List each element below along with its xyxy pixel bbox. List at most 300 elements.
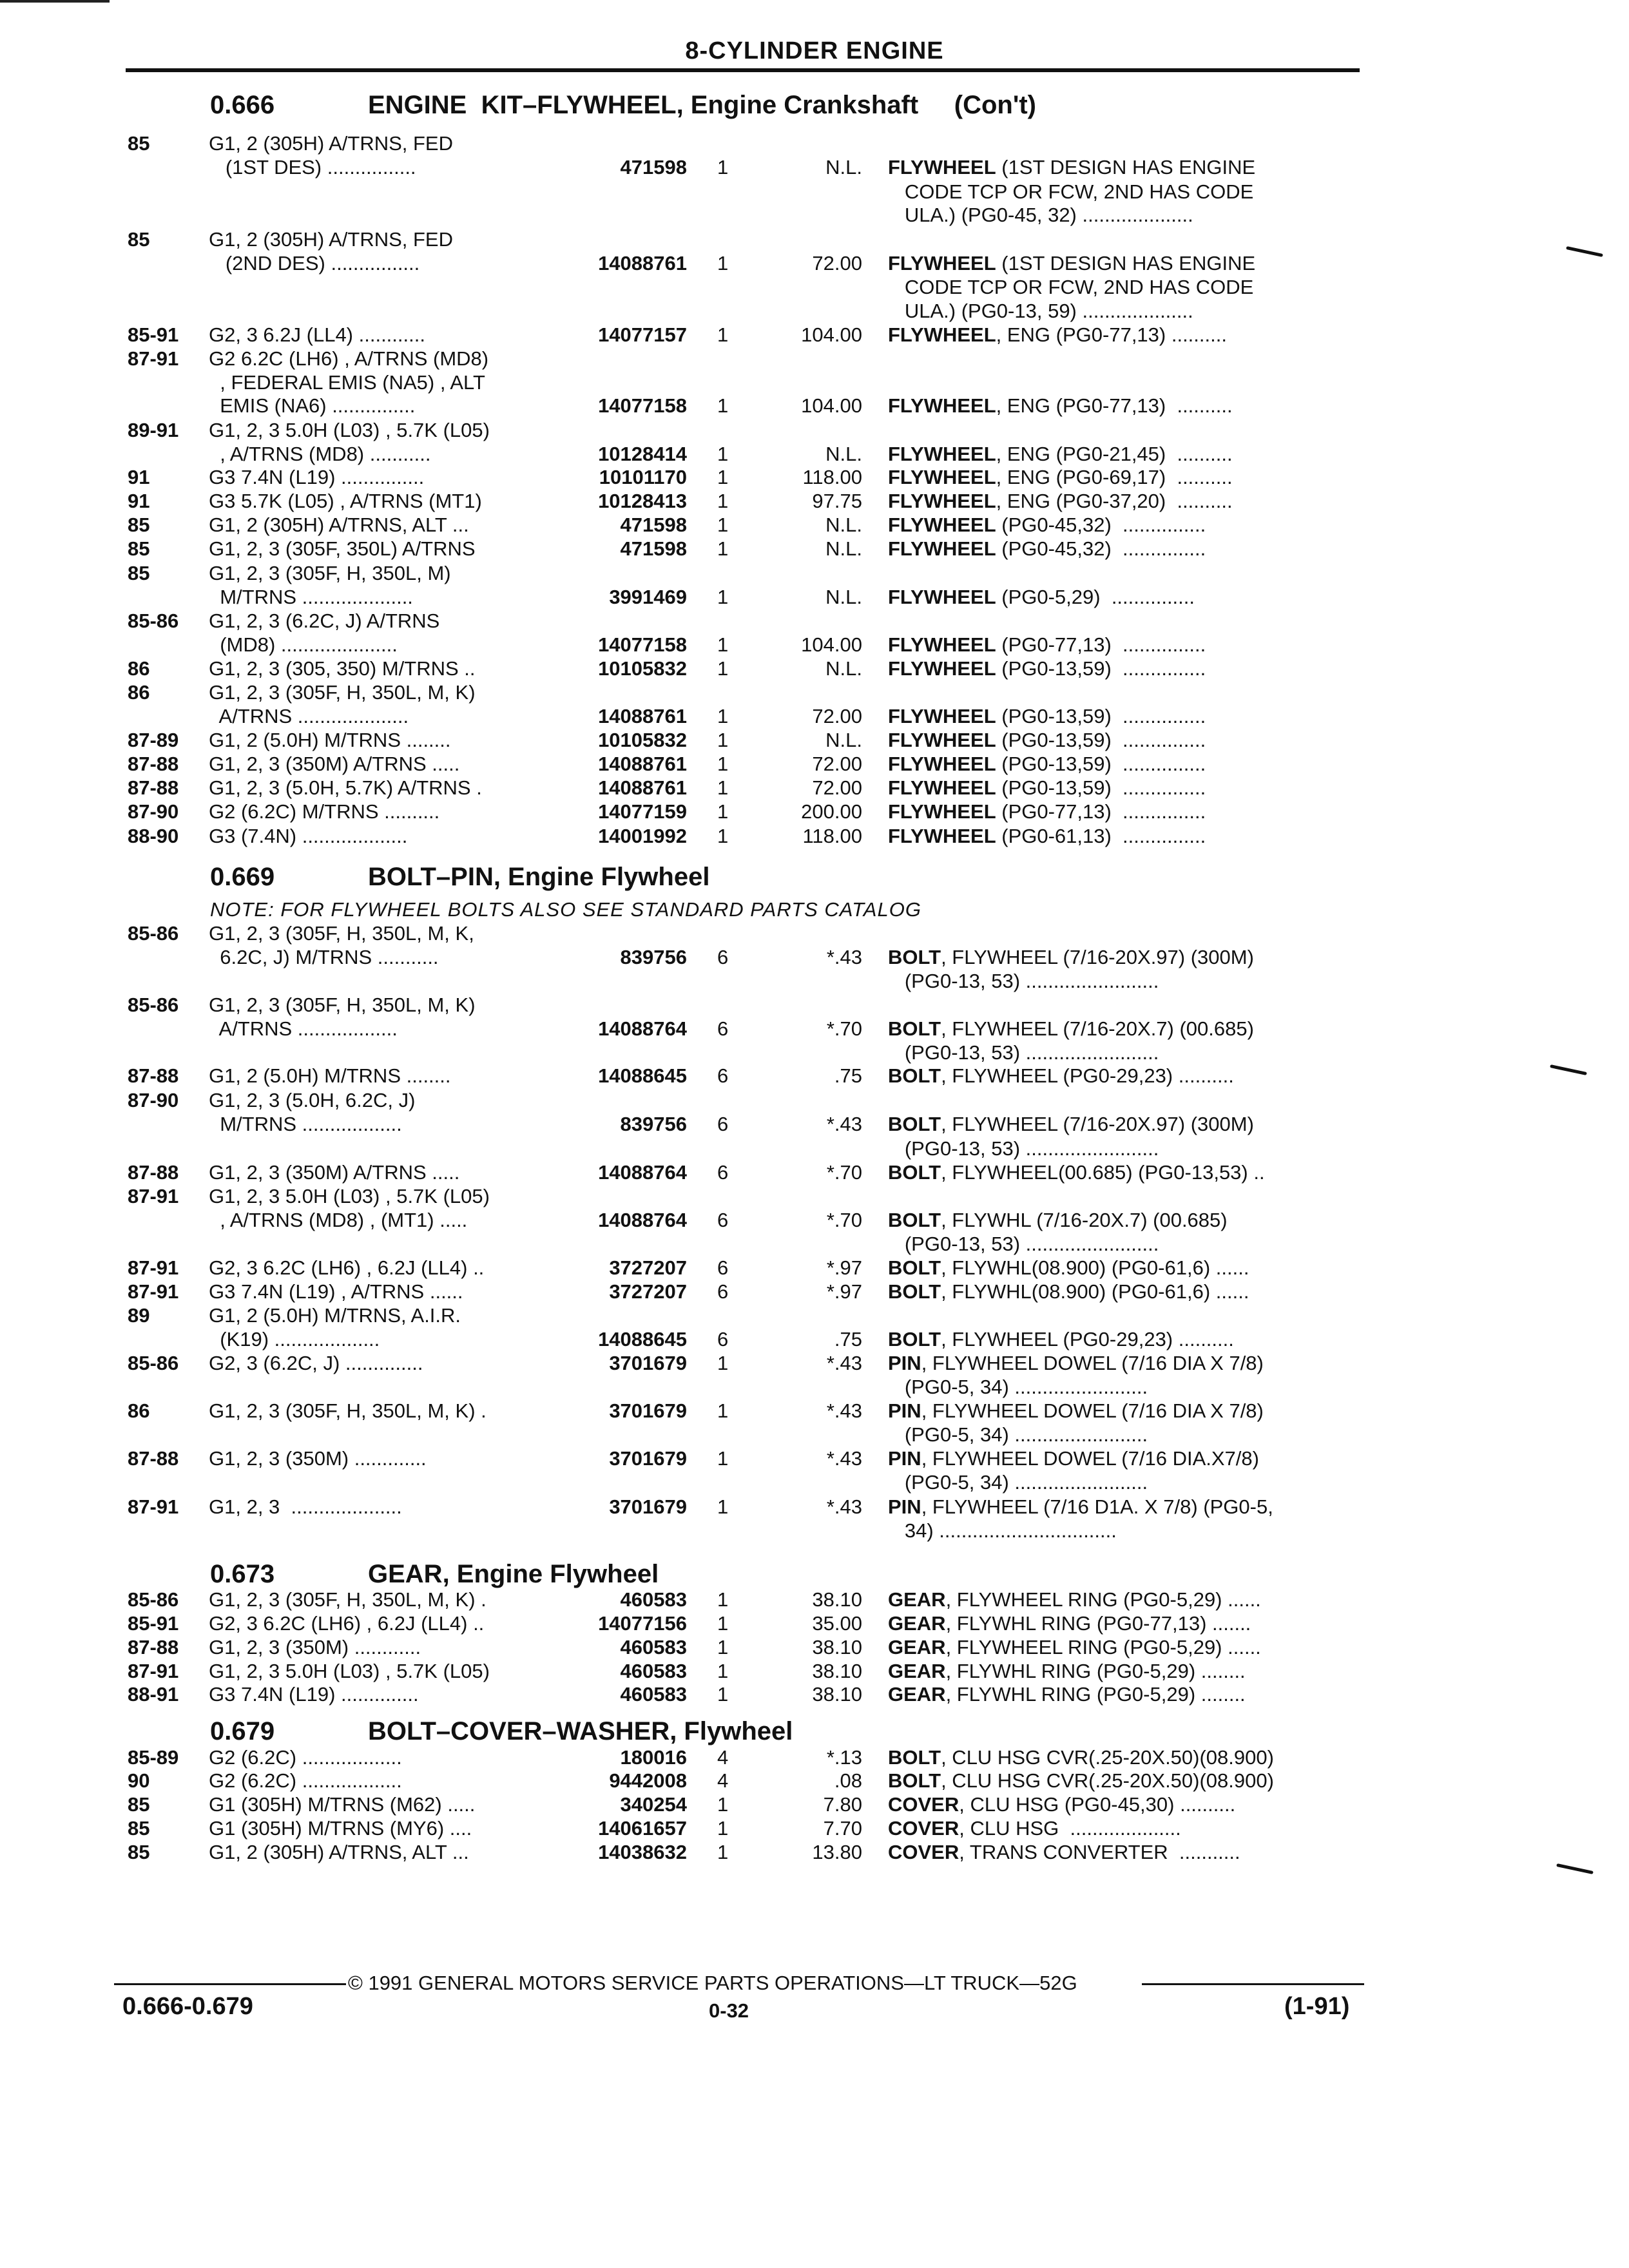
description — [888, 729, 1206, 752]
table-row — [0, 1376, 1629, 1399]
description-text: (PG0-77,13) ............... — [996, 633, 1206, 656]
quantity: 1 — [717, 1447, 729, 1470]
model-years: 87-90 — [128, 800, 179, 823]
description-text: (PG0-5, 34) ........................ — [888, 1471, 1148, 1494]
part-number: 14001992 — [598, 825, 687, 847]
description-keyword: COVER — [888, 1793, 959, 1816]
description-text: , FLYWHEEL (7/16-20X.97) (300M) — [941, 1113, 1254, 1135]
table-row — [0, 1588, 1629, 1612]
model-years: 87-89 — [128, 729, 179, 751]
description — [888, 1113, 1254, 1136]
part-number: 839756 — [620, 1113, 687, 1135]
quantity: 1 — [717, 1683, 729, 1706]
price: 72.00 — [812, 252, 862, 274]
description-text: , ENG (PG0-37,20) .......... — [996, 490, 1233, 512]
quantity: 1 — [717, 1817, 729, 1840]
description-keyword: FLYWHEEL — [888, 633, 996, 656]
description-text: , TRANS CONVERTER ........... — [959, 1841, 1240, 1863]
table-row — [0, 323, 1629, 347]
quantity: 6 — [717, 1017, 729, 1040]
application: G1 (305H) M/TRNS (M62) ..... — [209, 1793, 476, 1816]
price: N.L. — [825, 537, 862, 560]
model-years: 85-91 — [128, 1612, 179, 1635]
description-text: , CLU HSG CVR(.25-20X.50)(08.900) — [941, 1746, 1274, 1769]
table-row — [0, 490, 1629, 514]
price: N.L. — [825, 729, 862, 751]
model-years: 85 — [128, 1817, 150, 1840]
price: 200.00 — [801, 800, 862, 823]
description-text: CODE TCP OR FCW, 2ND HAS CODE — [888, 276, 1254, 298]
price: 118.00 — [802, 466, 862, 488]
price: 7.70 — [823, 1817, 862, 1840]
model-years: 85 — [128, 1841, 150, 1863]
description-text: , ENG (PG0-21,45) .......... — [996, 443, 1233, 465]
application: A/TRNS .................... — [209, 705, 409, 727]
quantity: 1 — [717, 800, 729, 823]
table-row — [0, 586, 1629, 610]
description-text: , CLU HSG .................... — [959, 1817, 1181, 1840]
application: G1, 2, 3 (350M) A/TRNS ..... — [209, 1161, 460, 1184]
model-years: 87-88 — [128, 753, 179, 775]
description — [888, 1746, 1274, 1769]
description — [888, 776, 1206, 800]
part-number: 14077159 — [598, 800, 687, 823]
part-number: 3727207 — [609, 1280, 687, 1303]
description-keyword: FLYWHEEL — [888, 729, 996, 751]
section-title: BOLT–COVER–WASHER, Flywheel — [368, 1717, 793, 1745]
description — [888, 1817, 1181, 1840]
application: G1, 2, 3 (305F, H, 350L, M, K) — [209, 994, 476, 1016]
part-number: 14088645 — [598, 1328, 687, 1350]
quantity: 1 — [717, 1399, 729, 1422]
table-row — [0, 922, 1629, 946]
section-title: ENGINE KIT–FLYWHEEL, Engine Crankshaft (Con't) — [368, 91, 1036, 119]
description-keyword: FLYWHEEL — [888, 514, 996, 536]
header-rule — [126, 68, 1360, 72]
description-keyword: FLYWHEEL — [888, 466, 996, 488]
application: G1, 2, 3 (5.0H, 5.7K) A/TRNS . — [209, 776, 482, 799]
description-keyword: GEAR — [888, 1588, 946, 1611]
description — [888, 204, 1193, 227]
section-number: 0.679 — [210, 1717, 275, 1745]
part-number: 460583 — [620, 1660, 687, 1682]
application: G1, 2, 3 (305F, H, 350L, M, K) . — [209, 1588, 487, 1611]
application: G3 (7.4N) ................... — [209, 825, 408, 847]
footer-rule-right — [1142, 1983, 1364, 1985]
table-row — [0, 1304, 1629, 1328]
model-years: 85 — [128, 562, 150, 584]
description — [888, 753, 1206, 776]
description-keyword: BOLT — [888, 1256, 941, 1279]
model-years: 86 — [128, 657, 150, 680]
quantity: 1 — [717, 1612, 729, 1635]
description-text: (PG0-13, 53) ........................ — [888, 1137, 1159, 1160]
model-years: 85-89 — [128, 1746, 179, 1769]
footer-date: (1-91) — [1284, 1993, 1350, 2020]
application: M/TRNS .................... — [209, 586, 413, 608]
price: *.70 — [826, 1017, 862, 1040]
quantity: 1 — [717, 323, 729, 346]
description-text: , FLYWHL RING (PG0-77,13) ....... — [945, 1612, 1251, 1635]
description-text: ULA.) (PG0-13, 59) .................... — [888, 300, 1193, 322]
description-keyword: BOLT — [888, 1280, 941, 1303]
application: G1, 2, 3 5.0H (L03) , 5.7K (L05) — [209, 1185, 490, 1207]
description-keyword: COVER — [888, 1841, 959, 1863]
model-years: 85 — [128, 1793, 150, 1816]
table-row — [0, 681, 1629, 705]
table-row — [0, 1746, 1629, 1770]
table-row — [0, 1495, 1629, 1519]
price: 38.10 — [812, 1636, 862, 1658]
part-number: 471598 — [620, 156, 687, 178]
table-row — [0, 1280, 1629, 1304]
application: G1, 2 (305H) A/TRNS, FED — [209, 228, 453, 251]
description-text: , FLYWHL(08.900) (PG0-61,6) ...... — [941, 1280, 1249, 1303]
description — [888, 1064, 1234, 1088]
price: *.43 — [826, 1113, 862, 1135]
application: G1, 2, 3 (305, 350) M/TRNS .. — [209, 657, 476, 680]
description-keyword: GEAR — [888, 1612, 946, 1635]
description-keyword: FLYWHEEL — [888, 586, 996, 608]
price: *.43 — [826, 1447, 862, 1470]
section-title: BOLT–PIN, Engine Flywheel — [368, 863, 710, 891]
description — [888, 1017, 1254, 1041]
footer-page-number: 0-32 — [709, 1999, 749, 2022]
table-row — [0, 1399, 1629, 1423]
part-number: 3701679 — [609, 1399, 687, 1422]
table-row — [0, 1841, 1629, 1865]
table-row — [0, 729, 1629, 753]
part-number: 460583 — [620, 1683, 687, 1706]
table-row — [0, 252, 1629, 276]
model-years: 85-86 — [128, 1588, 179, 1611]
description — [888, 633, 1206, 657]
application: G1, 2, 3 (305F, H, 350L, M, K) . — [209, 1399, 487, 1422]
description — [888, 1137, 1159, 1160]
description-keyword: PIN — [888, 1399, 921, 1422]
price: 97.75 — [812, 490, 862, 512]
quantity: 1 — [717, 514, 729, 536]
description — [888, 1328, 1234, 1351]
description-text: (PG0-45,32) ............... — [996, 537, 1206, 560]
description-keyword: FLYWHEEL — [888, 156, 996, 178]
quantity: 6 — [717, 1161, 729, 1184]
description-text: , FLYWHEEL(00.685) (PG0-13,53) .. — [941, 1161, 1265, 1184]
part-number: 14077156 — [598, 1612, 687, 1635]
description-text: , FLYWHEEL (PG0-29,23) .......... — [941, 1064, 1234, 1087]
price: 13.80 — [812, 1841, 862, 1863]
application: , A/TRNS (MD8) , (MT1) ..... — [209, 1209, 468, 1231]
table-row — [0, 514, 1629, 537]
section-title: GEAR, Engine Flywheel — [368, 1560, 659, 1588]
application: A/TRNS .................. — [209, 1017, 398, 1040]
model-years: 90 — [128, 1769, 150, 1792]
model-years: 91 — [128, 490, 150, 512]
description-keyword: FLYWHEEL — [888, 800, 996, 823]
description-text: (PG0-13, 53) ........................ — [888, 1233, 1159, 1255]
price: .75 — [834, 1328, 862, 1350]
description-text: , FLYWHEEL RING (PG0-5,29) ...... — [945, 1588, 1261, 1611]
description-keyword: FLYWHEEL — [888, 443, 996, 465]
description-keyword: FLYWHEEL — [888, 394, 996, 417]
description-keyword: FLYWHEEL — [888, 705, 996, 727]
model-years: 91 — [128, 466, 150, 488]
price: 35.00 — [812, 1612, 862, 1635]
application: G1, 2, 3 (350M) ............ — [209, 1636, 421, 1658]
part-number: 3727207 — [609, 1256, 687, 1279]
description-text: (PG0-77,13) ............... — [996, 800, 1206, 823]
footer-copyright: © 1991 GENERAL MOTORS SERVICE PARTS OPERATIONS—LT TRUCK—52G — [348, 1972, 1077, 1994]
quantity: 1 — [717, 252, 729, 274]
price: N.L. — [825, 514, 862, 536]
table-row — [0, 1612, 1629, 1636]
part-number: 10105832 — [598, 657, 687, 680]
model-years: 85-91 — [128, 323, 179, 346]
description — [888, 466, 1233, 489]
description — [888, 1399, 1264, 1423]
table-row — [0, 1041, 1629, 1065]
model-years: 87-91 — [128, 1256, 179, 1279]
model-years: 87-88 — [128, 776, 179, 799]
table-row — [0, 1328, 1629, 1352]
description — [888, 1280, 1249, 1303]
description-text: , FLYWHL(08.900) (PG0-61,6) ...... — [941, 1256, 1249, 1279]
table-row — [0, 394, 1629, 418]
description-text: CODE TCP OR FCW, 2ND HAS CODE — [888, 180, 1254, 203]
application: , A/TRNS (MD8) ........... — [209, 443, 431, 465]
table-row — [0, 204, 1629, 227]
description-keyword: BOLT — [888, 1064, 941, 1087]
description-text: (PG0-5, 34) ........................ — [888, 1423, 1148, 1446]
quantity: 1 — [717, 753, 729, 775]
description-text: (1ST DESIGN HAS ENGINE — [996, 156, 1256, 178]
part-number: 14088761 — [598, 753, 687, 775]
description — [888, 1161, 1265, 1184]
description-keyword: FLYWHEEL — [888, 753, 996, 775]
description-keyword: PIN — [888, 1447, 921, 1470]
application: G1, 2, 3 (305F, H, 350L, M, K, — [209, 922, 474, 945]
table-row — [0, 1209, 1629, 1233]
quantity: 4 — [717, 1746, 729, 1769]
table-row — [0, 1256, 1629, 1280]
part-number: 14088764 — [598, 1017, 687, 1040]
table-row — [0, 1817, 1629, 1841]
application: G1, 2, 3 (305F, H, 350L, M) — [209, 562, 451, 584]
description — [888, 1423, 1148, 1446]
application: (K19) ................... — [209, 1328, 380, 1350]
description-text: , FLYWHL (7/16-20X.7) (00.685) — [941, 1209, 1228, 1231]
description — [888, 1769, 1274, 1792]
quantity: 6 — [717, 1064, 729, 1087]
quantity: 4 — [717, 1769, 729, 1792]
quantity: 6 — [717, 1256, 729, 1279]
model-years: 88-90 — [128, 825, 179, 847]
model-years: 87-91 — [128, 1280, 179, 1303]
description — [888, 1660, 1246, 1683]
model-years: 87-88 — [128, 1636, 179, 1658]
description-keyword: GEAR — [888, 1683, 946, 1706]
part-number: 3991469 — [609, 586, 687, 608]
application: G1, 2, 3 .................... — [209, 1495, 402, 1518]
description-keyword: FLYWHEEL — [888, 323, 996, 346]
application: G2 (6.2C) .................. — [209, 1746, 402, 1769]
part-number: 10128414 — [598, 443, 687, 465]
application: G1, 2, 3 (305F, H, 350L, M, K) — [209, 681, 476, 704]
application: , FEDERAL EMIS (NA5) , ALT — [209, 371, 485, 394]
table-row — [0, 1447, 1629, 1471]
description — [888, 657, 1206, 680]
description-text: (PG0-13, 53) ........................ — [888, 970, 1159, 992]
quantity: 1 — [717, 1660, 729, 1682]
part-number: 14088764 — [598, 1209, 687, 1231]
part-number: 14088761 — [598, 252, 687, 274]
application: G2, 3 6.2C (LH6) , 6.2J (LL4) .. — [209, 1612, 485, 1635]
description — [888, 300, 1193, 323]
application: G3 7.4N (L19) ............... — [209, 466, 425, 488]
quantity: 1 — [717, 633, 729, 656]
description-text: (PG0-13, 53) ........................ — [888, 1041, 1159, 1064]
description-text: , FLYWHEEL (PG0-29,23) .......... — [941, 1328, 1234, 1350]
table-row — [0, 1064, 1629, 1088]
table-row — [0, 1185, 1629, 1209]
price: 7.80 — [823, 1793, 862, 1816]
part-number: 460583 — [620, 1588, 687, 1611]
table-row — [0, 825, 1629, 849]
table-row — [0, 180, 1629, 204]
application: G2 (6.2C) M/TRNS .......... — [209, 800, 440, 823]
description-text: , FLYWHL RING (PG0-5,29) ........ — [945, 1660, 1246, 1682]
description-keyword: COVER — [888, 1817, 959, 1840]
footer-rule-left — [114, 1983, 346, 1985]
part-number: 3701679 — [609, 1352, 687, 1374]
section-number: 0.669 — [210, 863, 275, 891]
description — [888, 946, 1254, 969]
quantity: 1 — [717, 443, 729, 465]
price: 38.10 — [812, 1683, 862, 1706]
price: 72.00 — [812, 705, 862, 727]
description-keyword: FLYWHEEL — [888, 776, 996, 799]
description — [888, 1209, 1228, 1232]
description-text: , FLYWHEEL DOWEL (7/16 DIA X 7/8) — [921, 1352, 1264, 1374]
table-row — [0, 466, 1629, 490]
description — [888, 1256, 1249, 1280]
table-row — [0, 228, 1629, 252]
price: N.L. — [825, 586, 862, 608]
description — [888, 394, 1233, 418]
part-number: 471598 — [620, 537, 687, 560]
description-keyword: FLYWHEEL — [888, 825, 996, 847]
price: 118.00 — [802, 825, 862, 847]
description — [888, 180, 1253, 204]
part-number: 340254 — [620, 1793, 687, 1816]
table-row — [0, 994, 1629, 1017]
description — [888, 970, 1159, 993]
part-number: 14088764 — [598, 1161, 687, 1184]
description — [888, 1447, 1259, 1470]
application: G3 5.7K (L05) , A/TRNS (MT1) — [209, 490, 482, 512]
model-years: 85 — [128, 228, 150, 251]
price: 104.00 — [801, 633, 862, 656]
model-years: 86 — [128, 681, 150, 704]
price: 38.10 — [812, 1660, 862, 1682]
quantity: 1 — [717, 1352, 729, 1374]
description-keyword: BOLT — [888, 1017, 941, 1040]
description — [888, 1352, 1264, 1375]
description-keyword: FLYWHEEL — [888, 252, 996, 274]
model-years: 87-90 — [128, 1089, 179, 1111]
application: G2, 3 6.2C (LH6) , 6.2J (LL4) .. — [209, 1256, 485, 1279]
quantity: 6 — [717, 946, 729, 968]
table-row — [0, 1519, 1629, 1543]
application: G1, 2 (5.0H) M/TRNS ........ — [209, 1064, 451, 1087]
description — [888, 1233, 1159, 1256]
application: G1, 2 (5.0H) M/TRNS, A.I.R. — [209, 1304, 461, 1327]
part-number: 14077157 — [598, 323, 687, 346]
price: N.L. — [825, 657, 862, 680]
description-keyword: GEAR — [888, 1636, 946, 1658]
price: 104.00 — [801, 323, 862, 346]
table-row — [0, 1793, 1629, 1817]
scan-edge-mark — [1556, 1863, 1594, 1874]
description-keyword: FLYWHEEL — [888, 537, 996, 560]
table-row — [0, 1423, 1629, 1447]
model-years: 88-91 — [128, 1683, 179, 1706]
description-text: , FLYWHEEL (7/16 D1A. X 7/8) (PG0-5, — [921, 1495, 1273, 1518]
table-row — [0, 347, 1629, 371]
quantity: 6 — [717, 1280, 729, 1303]
table-row — [0, 1161, 1629, 1185]
application: (2ND DES) ................ — [209, 252, 420, 274]
quantity: 1 — [717, 490, 729, 512]
application: G1, 2, 3 (305F, 350L) A/TRNS — [209, 537, 476, 560]
price: 104.00 — [801, 394, 862, 417]
description-keyword: BOLT — [888, 1328, 941, 1350]
price: *.97 — [826, 1256, 862, 1279]
description — [888, 537, 1206, 561]
description — [888, 825, 1206, 848]
price: N.L. — [825, 443, 862, 465]
description-text: , ENG (PG0-77,13) .......... — [996, 323, 1227, 346]
price: *.43 — [826, 1399, 862, 1422]
quantity: 1 — [717, 156, 729, 178]
application: M/TRNS .................. — [209, 1113, 402, 1135]
description — [888, 1612, 1251, 1635]
price: *.43 — [826, 1495, 862, 1518]
application: (MD8) ..................... — [209, 633, 398, 656]
model-years: 89-91 — [128, 419, 179, 441]
application: G1, 2, 3 (6.2C, J) A/TRNS — [209, 610, 440, 632]
table-row — [0, 970, 1629, 994]
description-text: , FLYWHEEL (7/16-20X.7) (00.685) — [941, 1017, 1254, 1040]
application: 6.2C, J) M/TRNS ........... — [209, 946, 439, 968]
price: 72.00 — [812, 776, 862, 799]
description — [888, 1841, 1240, 1864]
description-keyword: GEAR — [888, 1660, 946, 1682]
description — [888, 705, 1206, 728]
footer-section-range: 0.666-0.679 — [122, 1993, 253, 2020]
description-keyword: PIN — [888, 1495, 921, 1518]
page-title: 8-CYLINDER ENGINE — [685, 37, 944, 64]
table-row — [0, 610, 1629, 633]
table-row — [0, 633, 1629, 657]
table-row — [0, 1352, 1629, 1376]
part-number: 3701679 — [609, 1495, 687, 1518]
quantity: 1 — [717, 394, 729, 417]
table-row — [0, 800, 1629, 824]
quantity: 1 — [717, 729, 729, 751]
model-years: 85-86 — [128, 922, 179, 945]
description — [888, 443, 1233, 466]
